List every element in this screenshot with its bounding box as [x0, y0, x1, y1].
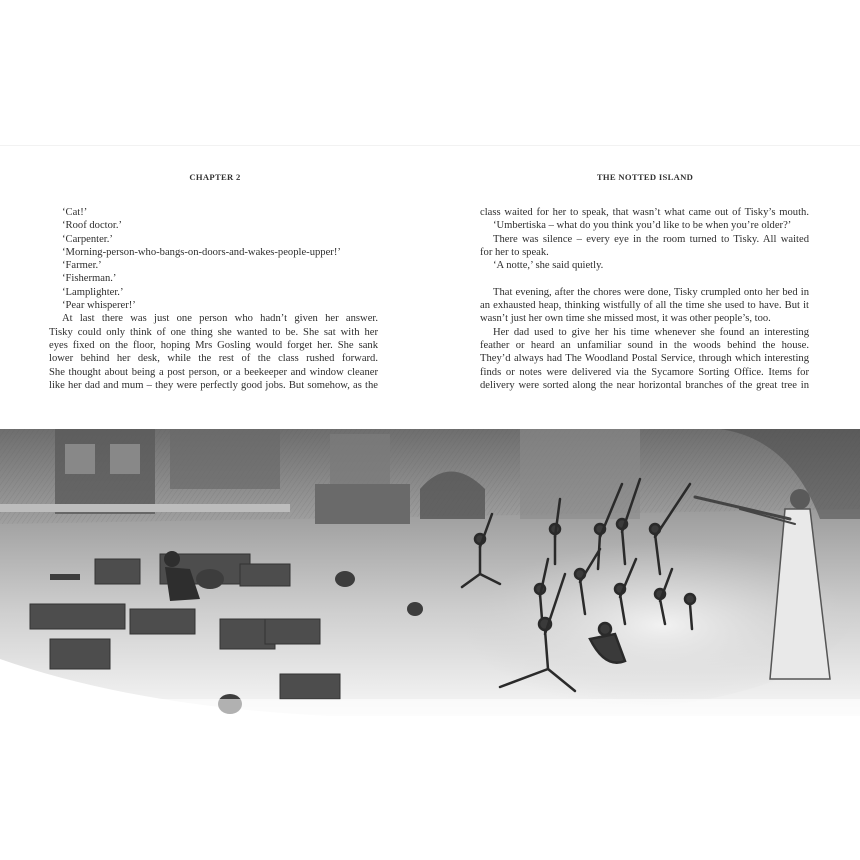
- text-line: ‘Fisherman.’: [62, 273, 117, 285]
- text-line: an exhausted heap, thinking wistfully of all the time she used to have. But it: [480, 300, 809, 312]
- text-line: There was silence – every eye in the room turned to Tisky. All waited: [493, 233, 809, 245]
- classroom-illustration: [0, 429, 860, 716]
- text-line: At last there was just one person who hadn’t given her answer.: [62, 313, 378, 325]
- running-head-right: [430, 172, 860, 182]
- right-page-body: [480, 206, 809, 392]
- text-line: finds or notes were delivered via the Sycamore Sorting Office. Items for: [480, 366, 809, 378]
- left-page: [0, 146, 430, 431]
- text-line: ‘Lamplighter.’: [62, 286, 124, 298]
- text-line: ‘Umbertiska – what do you think you’d like to be when you’re older?’: [493, 220, 792, 232]
- text-line: ‘Roof doctor.’: [62, 220, 123, 232]
- text-line: wasn’t just her own time she missed most, it was other people’s, too.: [480, 313, 771, 325]
- text-line: Tisky could only think of one thing she wanted to be. She sat with her: [49, 326, 378, 338]
- text-line: She thought about being a post person, or a beekeeper and window cleaner: [49, 366, 378, 378]
- text-line: ‘Pear whisperer!’: [62, 300, 136, 312]
- running-head-left: [0, 172, 430, 182]
- text-line: feather or heard an unfamiliar sound in the woods behind the house.: [480, 339, 809, 351]
- text-line: lower behind her desk, while the rest of the class rushed forward.: [49, 353, 378, 365]
- text-line: eyes fixed on the floor, hoping Mrs Gosling would forget her. She sank: [49, 339, 378, 351]
- text-line: for her to speak.: [480, 246, 549, 258]
- book-spread: [0, 145, 860, 716]
- text-line: ‘Morning-person-who-bangs-on-doors-and-wakes-people-upper!’: [62, 246, 341, 258]
- text-line: like her dad and mum – they were perfectly good jobs. But somehow, as the: [49, 379, 378, 391]
- right-page: [430, 146, 860, 431]
- text-line: ‘A notte,’ she said quietly.: [493, 260, 604, 272]
- text-line: They’d always had The Woodland Postal Service, through which interesting: [480, 353, 809, 365]
- left-page-body: [49, 206, 378, 392]
- text-line: Her dad used to give her his time whenever she found an interesting: [493, 326, 809, 338]
- text-line: That evening, after the chores were done, Tisky crumpled onto her bed in: [493, 286, 809, 298]
- chapter-label: CHAPTER 2: [189, 172, 241, 182]
- text-line: class waited for her to speak, that wasn’t what came out of Tisky’s mouth.: [480, 207, 809, 218]
- text-line: [480, 272, 809, 285]
- text-line: delivery were sorted along the near horizontal branches of the great tree in: [480, 379, 809, 391]
- book-title-label: THE NOTTED ISLAND: [596, 172, 694, 182]
- text-line: ‘Cat!’: [62, 207, 88, 218]
- text-line: ‘Carpenter.’: [62, 233, 113, 245]
- text-line: ‘Farmer.’: [62, 260, 102, 272]
